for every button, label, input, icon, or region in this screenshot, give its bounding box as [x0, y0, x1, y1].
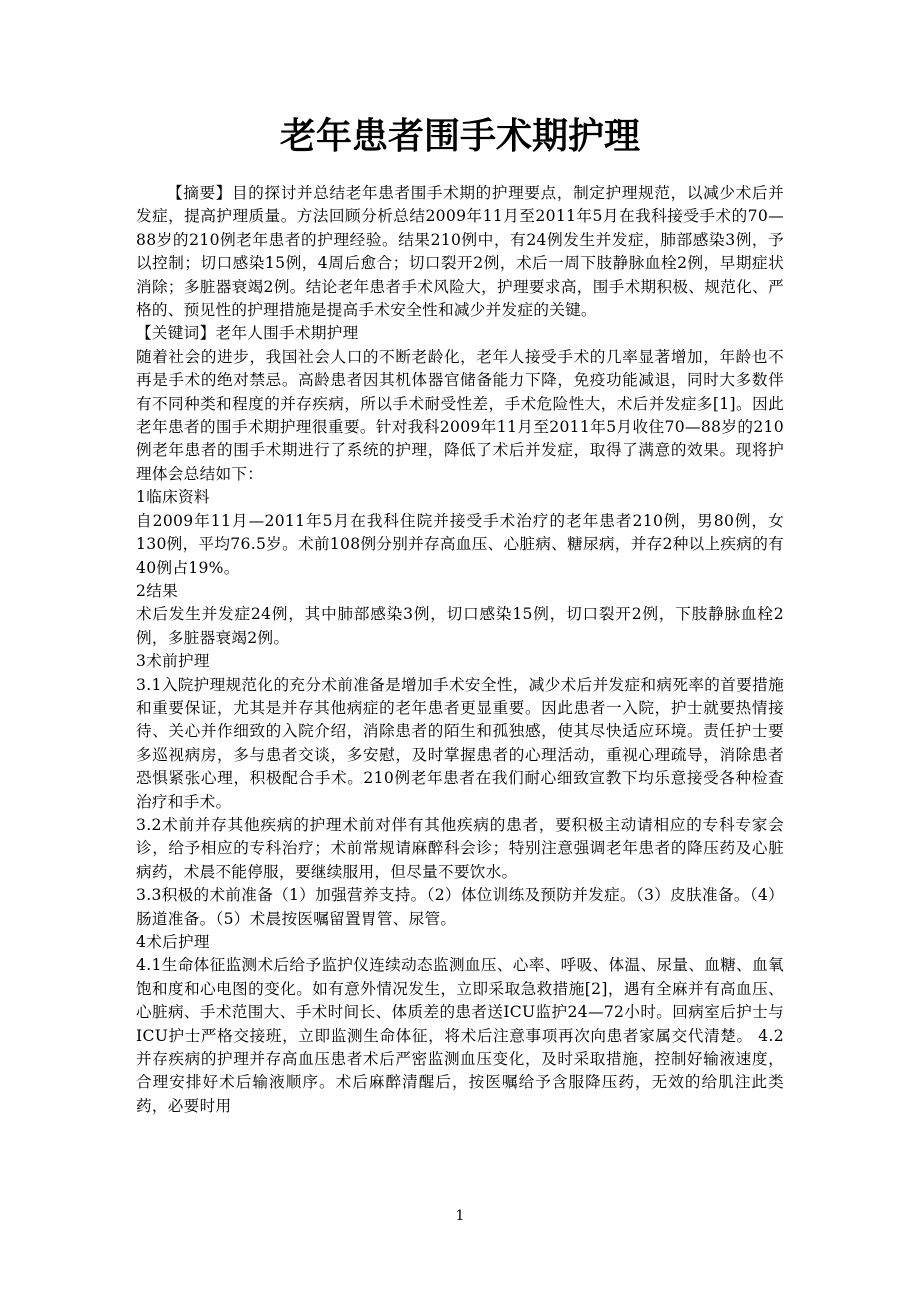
section-3-3-paragraph: 3.3积极的术前准备（1）加强营养支持。（2）体位训练及预防并发症。（3）皮肤准备。（4）肠道准备。（5）术晨按医嘱留置胃管、尿管。 — [136, 886, 784, 928]
section-2-heading: 2结果 — [136, 581, 179, 600]
abstract-paragraph: 【摘要】目的探讨并总结老年患者围手术期的护理要点，制定护理规范，以减少术后并发症，提高护理质量。方法回顾分析总结2009年11月至2011年5月在我科接受手术的70—88岁的210例老年患者的护理经验。结果210例中，有24例发生并发症，肺部感染3例，予以控制；切口感染15例，4周后愈合；切口裂开2例，术后一周下肢静脉血栓2例，早期症状消除；多脏器衰竭2例。结论老年患者手术风险大，护理要求高，围手术期积极、规范化、严格的、预见性的护理措施是提高手术安全性和减少并发症的关键。 — [136, 184, 784, 320]
section-1-body: 自2009年11月—2011年5月在我科住院并接受手术治疗的老年患者210例，男80例，女130例，平均76.5岁。术前108例分别并存高血压、心脏病、糖尿病，并存2种以上疾病的有40例占19%。 — [136, 511, 784, 577]
section-4-heading: 4术后护理 — [136, 933, 210, 951]
section-4-body: 4.1生命体征监测术后给予监护仪连续动态监测血压、心率、呼吸、体温、尿量、血糖、血氧饱和度和心电图的变化。如有意外情况发生，立即采取急救措施[2]，遇有全麻并有高血压、心脏病、手术范围大、手术时间长、体质差的患者送ICU监护24—72小时。回病室后护士与ICU护士严格交接班，立即监测生命体征，将术后注意事项再次向患者家属交代清楚。 4.2并存疾病的护理并存高血压患者术后严密监测血压变化，及时采取措施，控制好输液速度，合理安排好术后输液顺序。术后麻醉清醒后，按医嘱给予含服降压药，无效的给肌注此类药，必要时用 — [136, 956, 784, 1115]
keywords-paragraph: 【关键词】老年人围手术期护理 — [136, 324, 359, 343]
page-title: 老年患者围手术期护理 — [279, 116, 640, 157]
page-number: 1 — [455, 1208, 465, 1224]
section-3-heading: 3术前护理 — [136, 652, 210, 671]
section-3-1-paragraph: 3.1入院护理规范化的充分术前准备是增加手术安全性，减少术后并发症和病死率的首要措施和重要保证，尤其是并存其他病症的老年患者更显重要。因此患者一入院，护士就要热情接待、关心并作细致的入院介绍，消除患者的陌生和孤独感，使其尽快适应环境。责任护士要多巡视病房，多与患者交谈，多安慰，及时掌握患者的心理活动，重视心理疏导，消除患者恐惧紧张心理，积极配合手术。210例老年患者在我们耐心细致宣教下均乐意接受各种检查治疗和手术。 — [136, 675, 784, 811]
section-3-2-paragraph: 3.2术前并存其他疾病的护理术前对伴有其他疾病的患者，要积极主动请相应的专科专家会诊，给予相应的专科治疗；术前常规请麻醉科会诊；特别注意强调老年患者的降压药及心脏病药，术晨不能停服，要继续服用，但尽量不要饮水。 — [136, 815, 784, 881]
section-1-heading: 1临床资料 — [136, 488, 210, 507]
section-2-body: 术后发生并发症24例，其中肺部感染3例，切口感染15例，切口裂开2例，下肢静脉血栓2例，多脏器衰竭2例。 — [136, 605, 784, 647]
article-body — [136, 182, 784, 1118]
intro-paragraph: 随着社会的进步，我国社会人口的不断老龄化，老年人接受手术的几率显著增加，年龄也不再是手术的绝对禁忌。高龄患者因其机体器官储备能力下降，免疫功能减退，同时大多数伴有不同种类和程度的并存疾病，所以手术耐受性差，手术危险性大，术后并发症多[1]。因此老年患者的围手术期护理很重要。针对我科2009年11月至2011年5月收住70—88岁的210例老年患者的围手术期进行了系统的护理，降低了术后并发症，取得了满意的效果。现将护理体会总结如下： — [136, 347, 784, 483]
